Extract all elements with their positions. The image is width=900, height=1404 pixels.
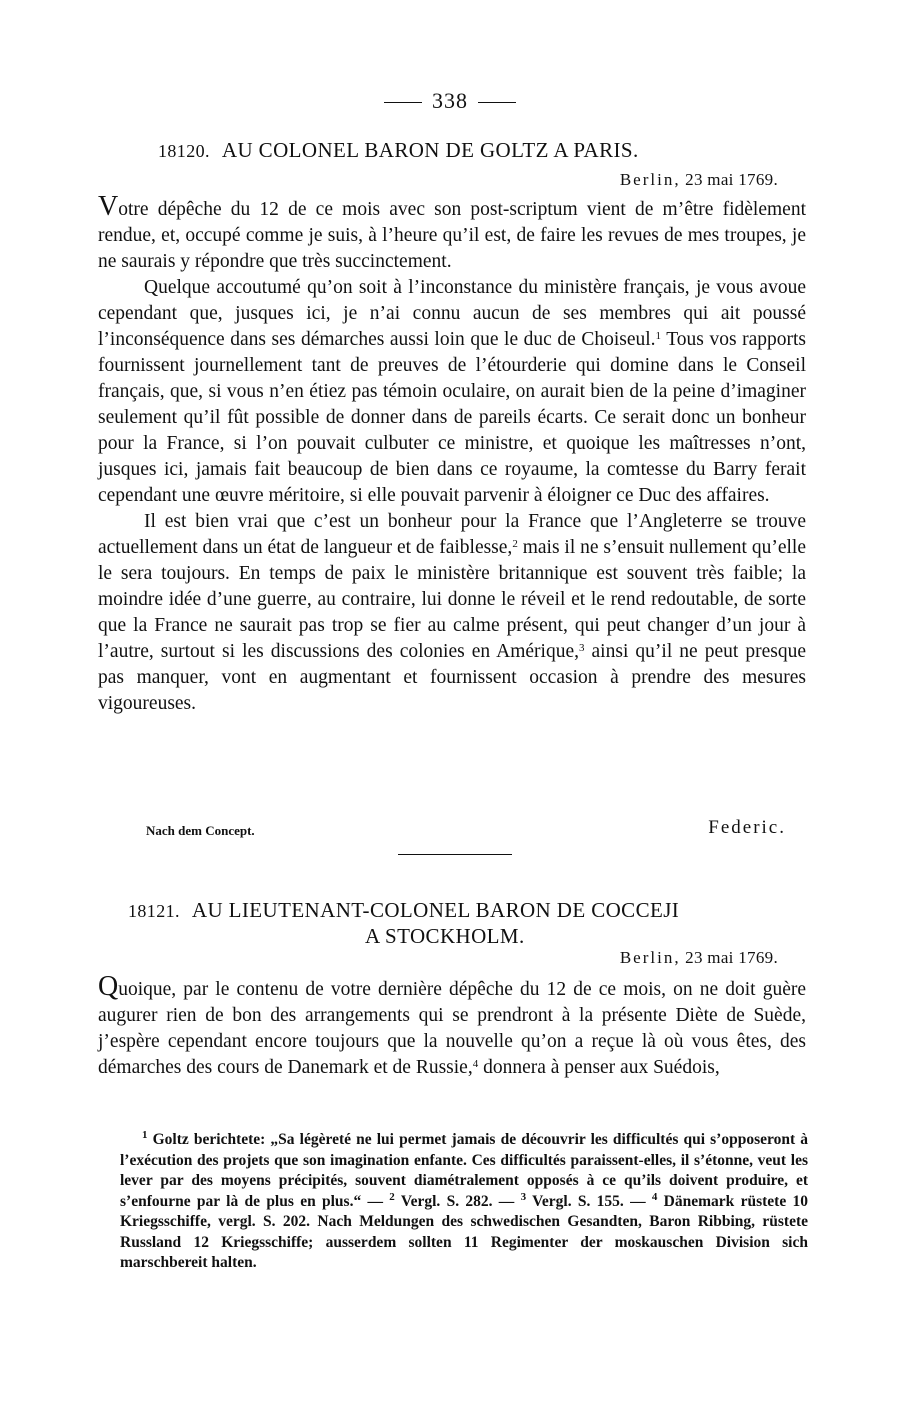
letter-2-dateline (620, 948, 778, 968)
page-number: 338 (370, 88, 530, 114)
footnote-ref: 1 (655, 330, 662, 342)
letter-1-paragraph-1: Votre dépêche du 12 de ce mois avec son post-scriptum vient de m’être fidèlement rendue, et, occupé comme je suis, à l’heure qu’il est, de faire les revues de mes troupes, je ne saurais y répondre que très succinctement. (98, 191, 806, 272)
letter-1-paragraph-2: Quelque accoutumé qu’on soit à l’inconstance du ministère français, je vous avoue cependant que, jusques ici, je n’ai connu aucun de ses membres qui ait poussé l’inconséquence dans ses démarches aussi loin que le duc de Choiseul.$^1$ Tous vos rapports fournissent journellement tant de preuves de l’étourderie qui domine dans le Conseil français, que, si vous n’en étiez pas témoin oculaire, on aurait bien de la peine d’imaginer seulement qu’il fût possible de donner dans de pareils écarts. Ce serait donc un bonheur pour la France, si l’on pouvait culbuter ce ministre, et quoique les maîtresses n’ont, jusques ici, jamais fait beaucoup de bien dans ce royaume, la comtesse du Barry ferait cependant une œuvre méritoire, si elle pouvait parvenir à éloigner ce Duc des affaires. (98, 277, 806, 506)
section-divider (398, 854, 512, 855)
footnote-1: Goltz berichtete: „Sa légèreté ne lui permet jamais de découvrir les difficultés qui s’opposeront à l’exécution des projets que son imagination enfante. Ces difficultés paraissent-elles, il s’étonne, veut les lever par des moyens précipités, souvent diamétralement opposés à ce qu’ils doivent produire, et s’enfourne par là de plus en plus.“ — (120, 1131, 808, 1210)
drop-cap: V (98, 191, 119, 222)
letter-1-number: 18120. (158, 141, 210, 161)
footnote-block (120, 1130, 808, 1274)
footnote-3: Vergl. S. 155. — (526, 1192, 652, 1210)
letter-1-date: 23 mai 1769. (685, 170, 778, 189)
letter-2-number: 18121. (128, 901, 180, 921)
source-note: Nach dem Concept. (146, 823, 255, 838)
letter-1-closing (146, 817, 786, 839)
footnote-ref: 4 (472, 1058, 479, 1070)
letter-1-title: AU COLONEL BARON DE GOLTZ A PARIS. (221, 138, 639, 162)
footnote-mark: 3 (520, 1190, 527, 1203)
footnote-mark: 2 (389, 1190, 395, 1203)
footnote-ref: 2 (512, 538, 518, 550)
footnote-4: Dänemark rüstete 10 Kriegsschiffe, vergl. S. 202. Nach Meldungen des schwedischen Gesandten, Baron Ribbing, rüstete Russland 12 Kriegsschiffe; ausserdem sollten 11 Regimenter der moskauschen Division sich marschbereit halten. (120, 1192, 808, 1271)
drop-cap: Q (98, 971, 119, 1002)
dash-right (478, 102, 516, 103)
footnotes (120, 1130, 808, 1274)
footnote-2: Vergl. S. 282. — (394, 1192, 521, 1210)
dash-left (384, 102, 422, 103)
letter-1-body (98, 191, 807, 717)
letter-2-city: Berlin, (619, 948, 681, 967)
footnote-mark: 4 (651, 1190, 658, 1203)
letter-1-dateline (620, 170, 778, 190)
letter-1-paragraph-3: Il est bien vrai que c’est un bonheur pour la France que l’Angleterre se trouve actuellement dans un état de langueur et de faiblesse,$^2$ mais il ne s’ensuit nullement qu’elle le sera toujours. En temps de paix le ministère britannique est souvent très faible; la moindre idée d’une guerre, au contraire, lui donne le réveil et le rend redoutable, de sorte que la France ne saurait pas trop se fier au calme présent, qui peut changer d’un jour à l’autre, surtout si les discussions des colonies en Amérique,$^3$ ainsi qu’il ne peut presque pas manquer, vont en augmentant et fournissent occasion à prendre des mesures vigoureuses. (98, 511, 807, 714)
letter-2-heading-line-2: A STOCKHOLM. (365, 924, 525, 948)
footnote-ref: 3 (578, 642, 585, 654)
letter-2-date: 23 mai 1769. (685, 948, 778, 967)
letter-2-paragraph-1: Quoique, par le contenu de votre dernière dépêche du 12 de ce mois, on ne doit guère augurer rien de bon des arrangements qui se prendront à la présente Diète de Suède, j’espère cependant encore toujours que la nouvelle qu’on a reçue là où vous êtes, des démarches des cours de Danemark et de Russie,$^4$ donnera à penser aux Suédois, (98, 971, 806, 1078)
footnote-mark: 1 (142, 1129, 148, 1141)
signature: Federic. (708, 817, 786, 838)
letter-1-heading (158, 138, 639, 163)
letter-2-heading (128, 898, 679, 923)
letter-1-city: Berlin, (619, 170, 681, 189)
letter-2-body (98, 971, 806, 1081)
letter-2-title-line-1: AU LIEUTENANT-COLONEL BARON DE COCCEJI (191, 898, 680, 922)
